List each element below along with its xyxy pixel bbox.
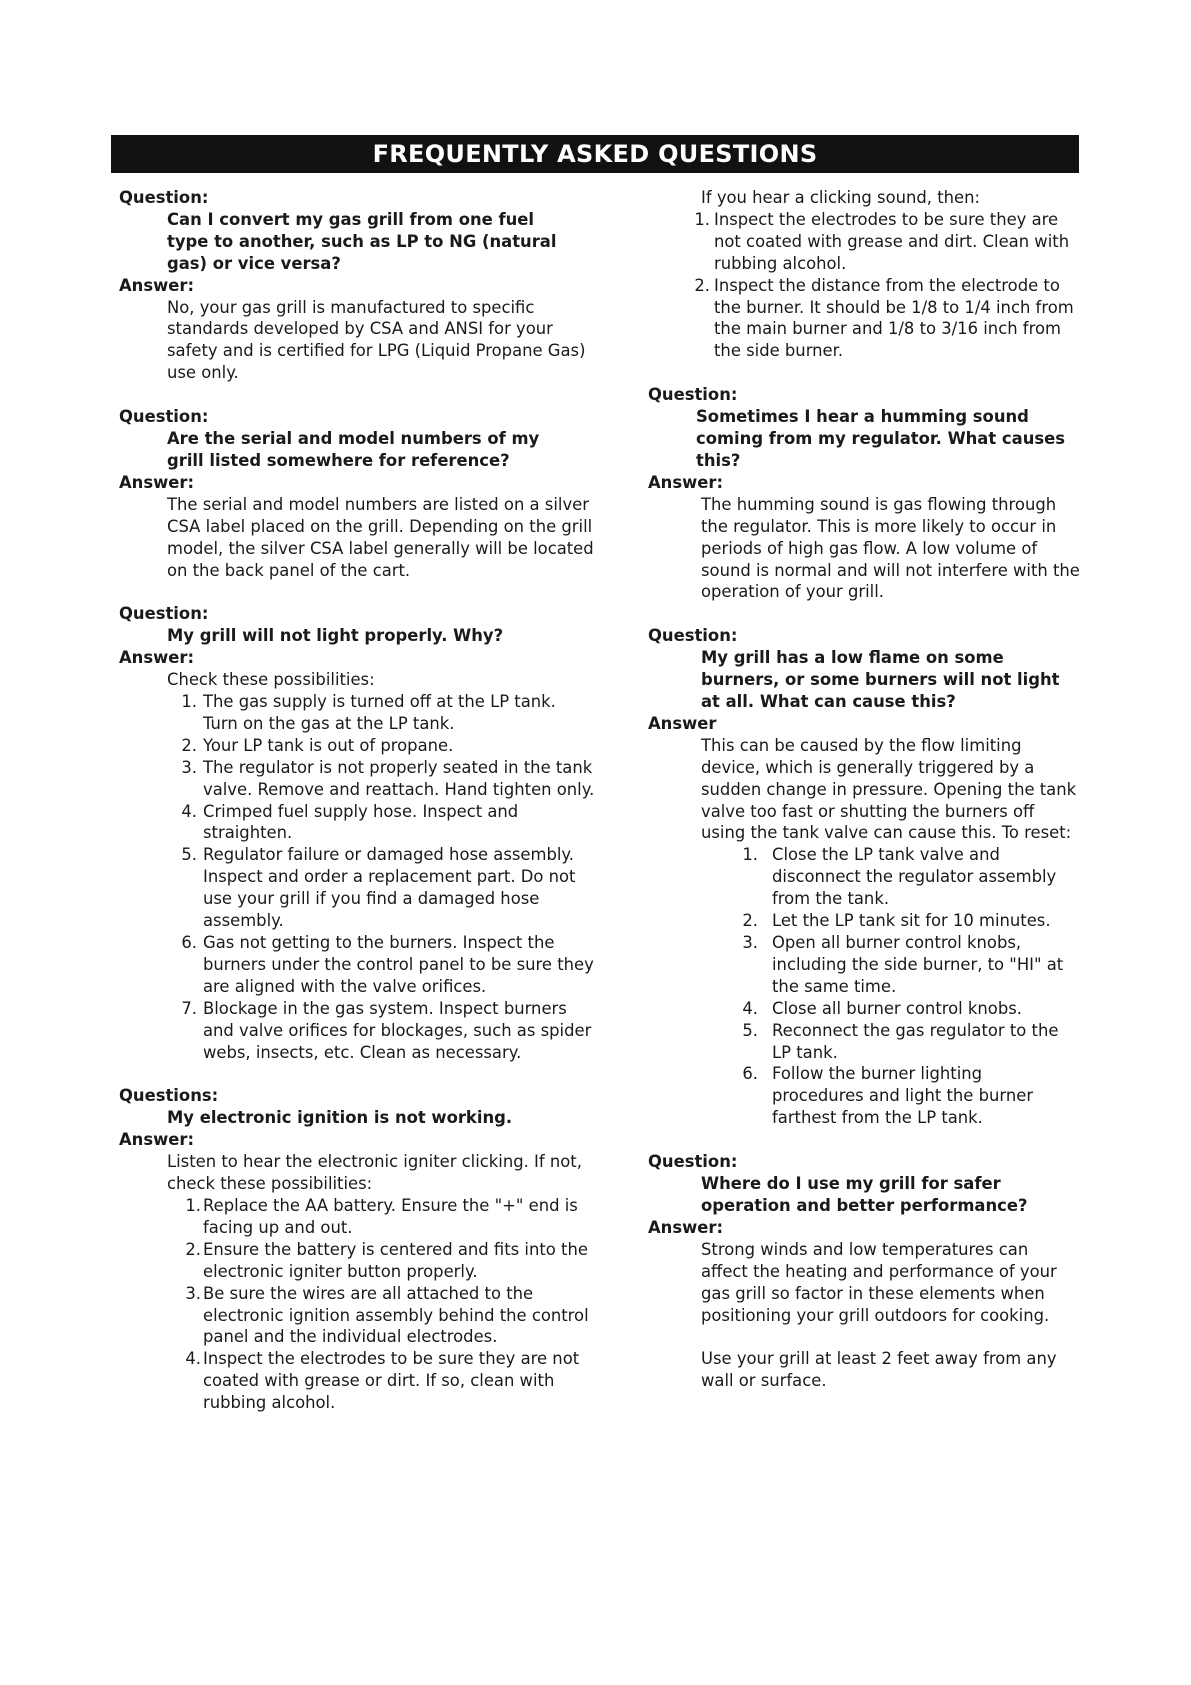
list-item-number: 2. — [185, 1239, 201, 1259]
question-text: Where do I use my grill for safer operation and better performance? — [701, 1174, 1028, 1215]
list-item-number: 6. — [742, 1064, 758, 1084]
faq-serial-numbers — [119, 406, 619, 581]
question-label: Question: — [119, 188, 209, 207]
list-item-number: 1. — [694, 209, 710, 229]
list-item-text: Let the LP tank sit for 10 minutes. — [772, 911, 1051, 931]
list-item-text: Crimped fuel supply hose. Inspect and straighten. — [203, 801, 519, 843]
list-item — [648, 275, 1080, 363]
answer-label: Answer: — [119, 648, 195, 668]
list-item — [119, 1195, 595, 1239]
page-title: FREQUENTLY ASKED QUESTIONS — [372, 140, 818, 168]
clicking-intro: If you hear a clicking sound, then: — [701, 188, 981, 207]
answer-label: Answer: — [648, 1217, 724, 1237]
list-item — [119, 801, 595, 845]
question-text: Can I convert my gas grill from one fuel type to another, such as LP to NG (natural gas) or vice versa? — [167, 209, 557, 273]
question-label: Question: — [648, 626, 738, 646]
list-item-text: Follow the burner lighting procedures and light the burner farthest from the LP tank. — [772, 1064, 1034, 1128]
list-item-text: Inspect the distance from the electrode to the burner. It should be 1/8 to 1/4 inch from the main burner and 1/8 to 3/16 inch from the side burner. — [714, 275, 1074, 361]
list-item-number: 5. — [742, 1020, 758, 1040]
question-label: Question: — [648, 1152, 738, 1172]
list-item — [648, 910, 1068, 932]
list-item-number: 1. — [181, 692, 197, 712]
question-text: My grill has a low flame on some burners, or some burners will not light at all. What can cause this? — [701, 648, 1060, 712]
list-item — [648, 1020, 1068, 1064]
answer-intro: This can be caused by the flow limiting device, which is generally triggered by a sudden change in pressure. Opening the tank valve too fast or shutting the burners off using the tank valve can cause this. To reset: — [701, 735, 1077, 843]
list-item-text: Close the LP tank valve and disconnect the regulator assembly from the tank. — [772, 845, 1057, 909]
list-item-number: 6. — [181, 933, 197, 952]
answer-text: Strong winds and low temperatures can affect the heating and performance of your gas grill so factor in these elements when positioning your grill outdoors for cooking. — [701, 1239, 1057, 1325]
question-text: Sometimes I hear a humming sound coming from my regulator. What causes this? — [696, 407, 1065, 470]
list-item-number: 2. — [181, 735, 197, 755]
list-item — [119, 998, 595, 1064]
answer-intro: Check these possibilities: — [167, 670, 375, 690]
list-item — [119, 1283, 595, 1349]
ignition-checks-list — [119, 1195, 619, 1414]
faq-humming-sound — [648, 384, 1078, 603]
list-item-number: 4. — [181, 801, 197, 821]
list-item-number: 3. — [181, 757, 197, 777]
list-item — [648, 1063, 1068, 1129]
reset-steps-list — [648, 844, 1078, 1129]
question-label: Questions: — [119, 1086, 219, 1106]
list-item — [119, 735, 595, 757]
answer-label: Answer: — [119, 1130, 195, 1150]
list-item — [119, 1348, 595, 1414]
list-item-text: Inspect the electrodes to be sure they are not coated with grease and dirt. Clean with rubbing alcohol. — [714, 209, 1070, 273]
page-title-bar — [111, 135, 1079, 173]
left-column — [119, 187, 619, 1414]
answer-intro: Listen to hear the electronic igniter clicking. If not, check these possibilities: — [167, 1152, 582, 1194]
question-text: My grill will not light properly. Why? — [167, 626, 504, 646]
list-item-number: 3. — [742, 933, 758, 952]
answer-text: No, your gas grill is manufactured to specific standards developed by CSA and ANSI for your safety and is certified for LPG (Liquid Propane Gas) use only. — [167, 297, 586, 383]
answer-label: Answer — [648, 713, 717, 733]
answer-label: Answer: — [648, 472, 724, 492]
list-item-number: 2. — [742, 911, 758, 931]
question-label: Question: — [648, 385, 738, 405]
answer-label: Answer: — [119, 472, 195, 492]
list-item — [119, 932, 595, 998]
answer-text-2: Use your grill at least 2 feet away from any wall or surface. — [701, 1349, 1057, 1391]
list-item-text: Inspect the electrodes to be sure they are not coated with grease or dirt. If so, clean with rubbing alcohol. — [203, 1349, 580, 1413]
list-item-number: 4. — [742, 998, 758, 1018]
list-item-number: 1. — [185, 1195, 201, 1215]
answer-text: The humming sound is gas flowing through the regulator. This is more likely to occur in periods of high gas flow. A low volume of sound is normal and will not interfere with the operation of your grill. — [701, 494, 1080, 602]
list-item-number: 2. — [694, 275, 710, 295]
list-item-text: Your LP tank is out of propane. — [203, 735, 454, 755]
faq-convert-fuel — [119, 187, 619, 384]
answer-text: The serial and model numbers are listed on a silver CSA label placed on the grill. Depending on the grill model, the silver CSA label generally will be located on the back panel of the cart. — [167, 494, 594, 580]
question-label: Question: — [119, 604, 209, 624]
list-item-number: 4. — [185, 1349, 201, 1369]
list-item-text: The gas supply is turned off at the LP tank. Turn on the gas at the LP tank. — [203, 692, 556, 733]
list-item-text: Be sure the wires are all attached to the electronic ignition assembly behind the control panel and the individual electrodes. — [203, 1283, 589, 1347]
list-item-text: Ensure the battery is centered and fits into the electronic igniter button properly. — [203, 1239, 588, 1281]
list-item-text: Gas not getting to the burners. Inspect the burners under the control panel to be sure they are aligned with the valve orifices. — [203, 933, 594, 996]
list-item-text: Open all burner control knobs, including the side burner, to "HI" at the same time. — [772, 933, 1064, 996]
list-item-text: Blockage in the gas system. Inspect burners and valve orifices for blockages, such as spider webs, insects, etc. Clean as necessary. — [203, 998, 592, 1062]
list-item-text: Close all burner control knobs. — [772, 998, 1022, 1018]
list-item-text: Replace the AA battery. Ensure the "+" end is facing up and out. — [203, 1195, 578, 1237]
question-text: My electronic ignition is not working. — [167, 1108, 513, 1128]
list-item — [648, 844, 1068, 910]
faq-low-flame — [648, 625, 1078, 1129]
list-item-text: Regulator failure or damaged hose assembly. Inspect and order a replacement part. Do not use your grill if you find a damaged hose assembly. — [203, 845, 576, 931]
list-item — [648, 998, 1068, 1020]
answer-label: Answer: — [119, 275, 195, 295]
list-item-number: 7. — [181, 998, 197, 1018]
list-item-text: Reconnect the gas regulator to the LP tank. — [772, 1020, 1059, 1062]
clicking-list — [648, 209, 1078, 362]
faq-grill-placement — [648, 1151, 1078, 1392]
list-item-number: 1. — [742, 845, 758, 865]
list-item — [119, 844, 595, 932]
list-item — [648, 932, 1068, 998]
list-item-number: 5. — [181, 845, 197, 865]
list-item — [648, 209, 1080, 275]
faq-grill-not-light — [119, 603, 619, 1063]
faq-electronic-ignition — [119, 1085, 619, 1414]
list-item-text: The regulator is not properly seated in the tank valve. Remove and reattach. Hand tighten only. — [203, 757, 595, 799]
question-label: Question: — [119, 407, 209, 427]
possibilities-list — [119, 691, 619, 1063]
right-column — [648, 187, 1078, 1392]
clicking-sound-steps — [648, 187, 1078, 362]
list-item — [119, 757, 595, 801]
list-item — [119, 1239, 595, 1283]
question-text: Are the serial and model numbers of my grill listed somewhere for reference? — [167, 429, 540, 470]
list-item — [119, 691, 595, 735]
list-item-number: 3. — [185, 1283, 201, 1303]
